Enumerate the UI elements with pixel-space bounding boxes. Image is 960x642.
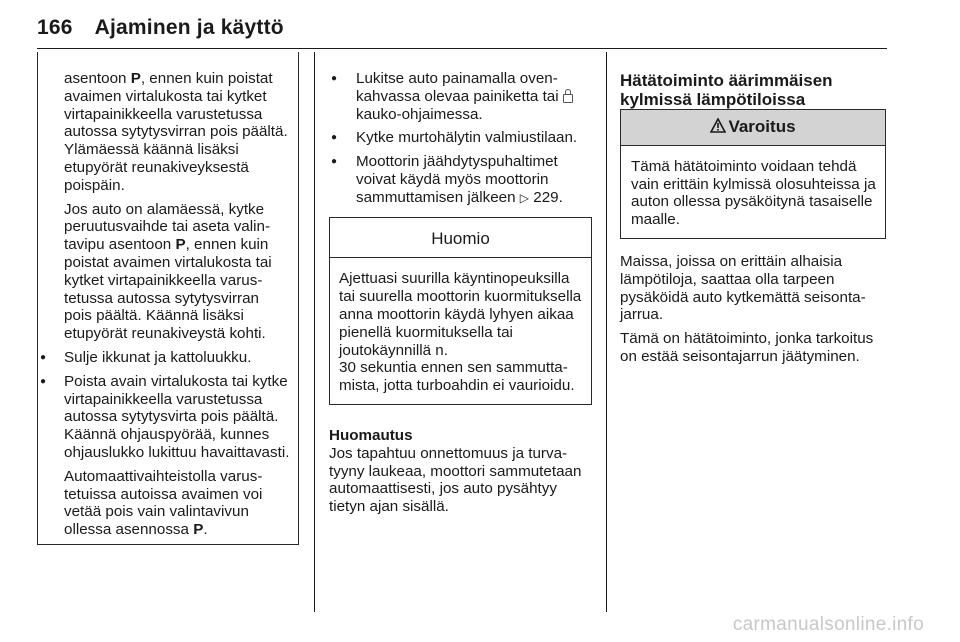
arrow-icon: ▷: [519, 190, 530, 205]
header-rule: [37, 48, 887, 49]
list-item: ● Moottorin jäähdytyspuhaltimet voivat käydä myös moottorin sammuttamisen jälkeen ▷ 229.: [329, 153, 592, 207]
page-header: [37, 16, 284, 40]
list-item: ● Poista avain virtalukosta tai kytke virtapainikkeella varustetussa autossa sytytysvirta pois päältä. Käännä ohjauspyörää, kunnes ohjauslukko lukittuu havaittavasti. Automaattivaihteistolla varustetuissa autoissa avaimen voi vetää pois vain valintavivun ollessa asennossa P.: [64, 373, 290, 539]
column-divider-1: [314, 52, 315, 612]
list-item: ● Kytke murtohälytin valmiustilaan.: [329, 129, 592, 147]
chapter-title: Ajaminen ja käyttö: [94, 16, 284, 39]
caution-title: Huomio: [330, 218, 591, 259]
column-3: [620, 71, 886, 366]
column-1: [37, 52, 299, 545]
warning-body: Tämä hätätoiminto voidaan tehdä vain erittäin kylmissä olosuhteissa ja auton ollessa pysäköitynä tasaiselle maalle.: [631, 157, 876, 229]
notice-body: Jos tapahtuu onnettomuus ja turvatyyny laukeaa, moottori sammutetaan automaattisesti, jos auto pysähtyy tietyn ajan sisällä.: [329, 444, 582, 516]
box-paragraph-2: Jos auto on alamäessä, kytke peruutusvaihde tai aseta valintavipu asentoon P, ennen kuin poistat avaimen virtalukosta tai kytket virtapainikkeella varustetussa autossa sytytysvirran pois päältä. Käännä lisäksi etupyörät reunakiveystä kohti.: [64, 200, 272, 343]
box-paragraph-1: asentoon P, ennen kuin poistat avaimen virtalukosta tai kytket virtapainikkeella varustetussa autossa sytytysvirran pois päältä. Ylämäessä käännä lisäksi etupyörät reunakiveyksestä poispäin.: [64, 70, 288, 194]
page-number: 166: [37, 16, 73, 39]
list-item: ● Lukitse auto painamalla ovenkahvassa olevaa painiketta tai kauko-ohjaimessa.: [329, 70, 592, 123]
paragraph-2: Tämä on hätätoiminto, jonka tarkoitus on estää seisontajarrun jäätyminen.: [620, 330, 874, 365]
warning-box: [620, 109, 886, 239]
notice-title: Huomautus: [329, 426, 413, 444]
section-title: Hätätoiminto äärimmäisen kylmissä lämpötiloissa: [620, 71, 833, 109]
continued-note-box: [37, 52, 299, 545]
column-divider-2: [606, 52, 607, 612]
paragraph-1: Maissa, joissa on erittäin alhaisia lämpötiloja, saattaa olla tarpeen pysäköidä auto kytkemättä seisontajarrua.: [620, 252, 866, 324]
list-item: ● Sulje ikkunat ja kattoluukku.: [64, 349, 290, 367]
column-2: [329, 70, 592, 516]
warning-title: Varoitus: [728, 117, 796, 136]
bullet-list: [329, 70, 592, 208]
watermark: carmanualsonline.info: [732, 614, 924, 635]
caution-box: [329, 217, 592, 405]
notice-block: [329, 427, 592, 516]
lock-icon: [563, 89, 573, 102]
warning-triangle-icon: [710, 118, 726, 133]
caution-body: Ajettuasi suurilla käyntinopeuksilla tai suurella moottorin kuormituksella anna moottorin käydä lyhyen aikaa pienellä kuormituksella tai joutokäynnillä n. 30 sekuntia ennen sen sammuttamista, jotta turboahdin ei vaurioidu.: [339, 270, 582, 395]
warning-header: [621, 110, 885, 146]
bullet-list: [64, 349, 290, 539]
